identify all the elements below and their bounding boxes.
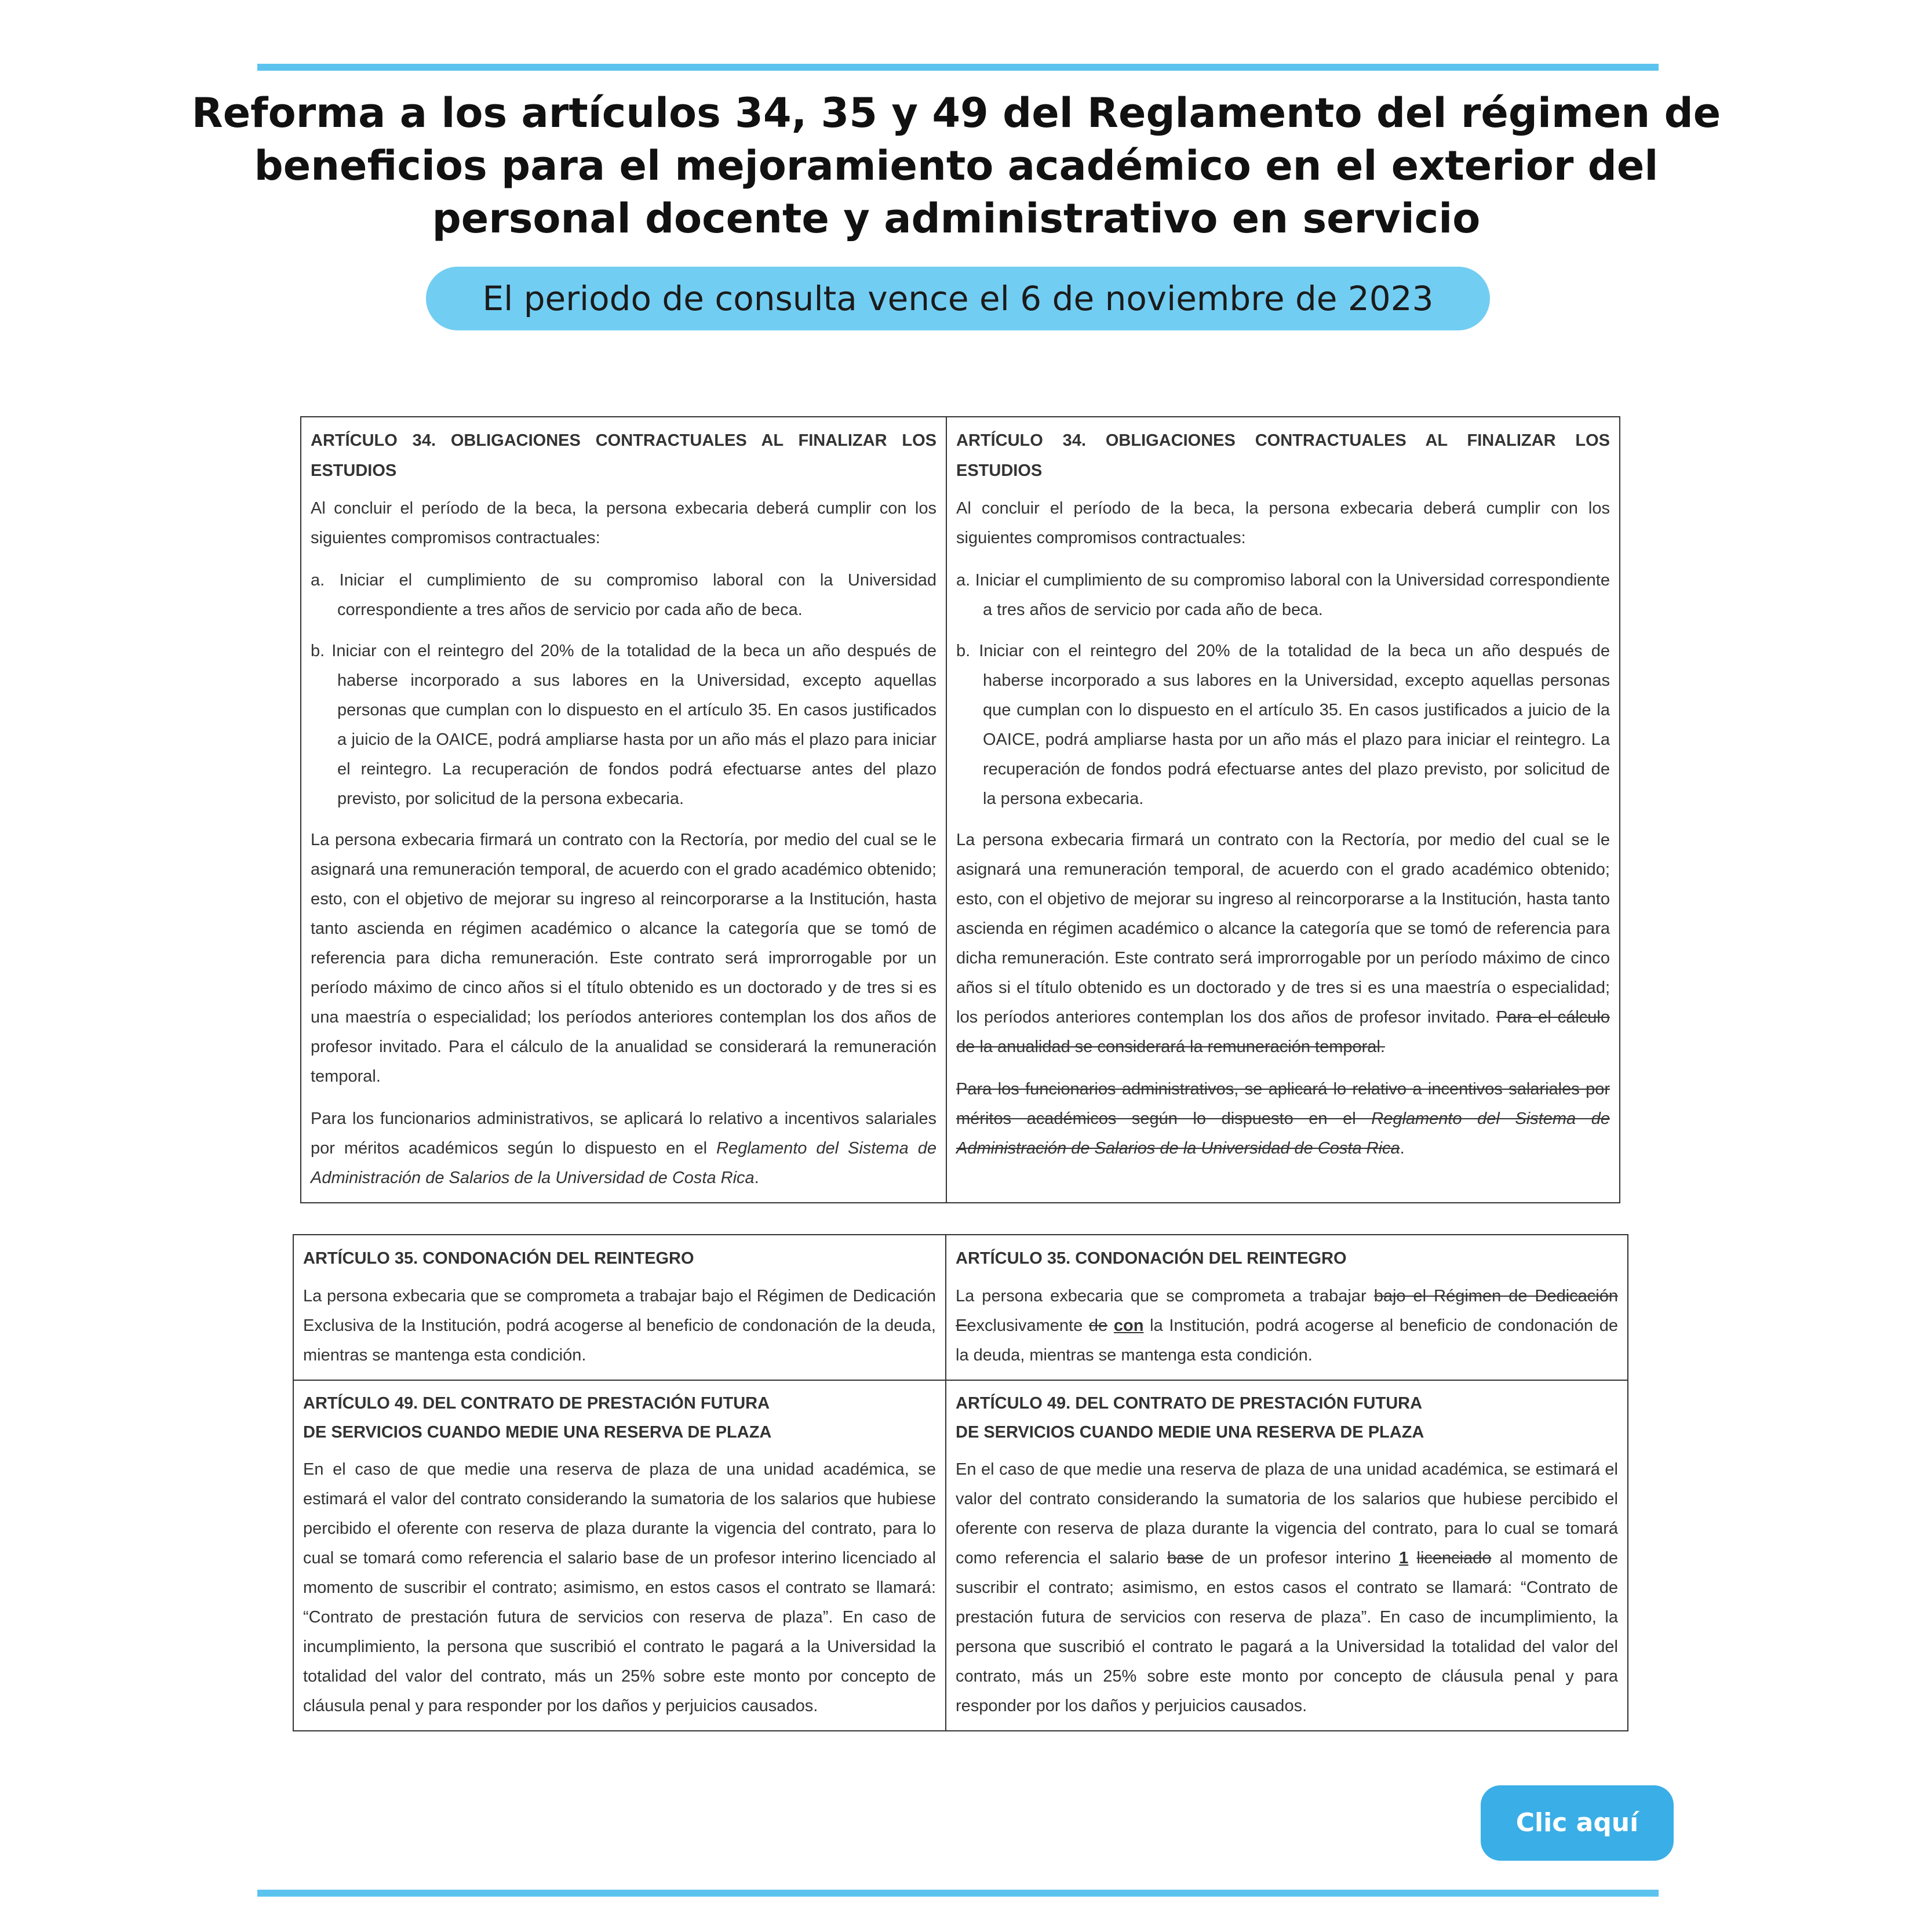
article-34-proposed-intro: Al concluir el período de la beca, la persona exbecaria deberá cumplir con los siguientes compromisos contractuales: [956,499,1610,547]
top-accent-rule [257,64,1659,71]
article-49-proposed-heading: ARTÍCULO 49. DEL CONTRATO DE PRESTACIÓN FUTURA DE SERVICIOS CUANDO MEDIE UNA RESERVA DE PLAZA [956,1394,1424,1442]
article-34-proposed-paragraph-3: Para los funcionarios administrativos, se aplicará lo relativo a incentivos salariales por méritos académicos según lo dispuesto en el Reglamento del Sistema de Administración de Salarios de la Universidad de Costa Rica. [956,1080,1610,1158]
article-34-comparison-table [300,416,1620,1203]
article-49-current-heading: ARTÍCULO 49. DEL CONTRATO DE PRESTACIÓN FUTURA DE SERVICIOS CUANDO MEDIE UNA RESERVA DE PLAZA [303,1394,772,1442]
article-34-proposed-heading: ARTÍCULO 34. OBLIGACIONES CONTRACTUALES AL FINALIZAR LOS ESTUDIOS [956,431,1610,480]
deleted-text: Para los funcionarios administrativos, se aplicará lo relativo a incentivos salariales por méritos académicos según lo dispuesto en el Reglamento del Sistema de Administración de Salarios de la Universidad de Costa Rica [956,1080,1610,1158]
deleted-text: Para el cálculo de la anualidad se considerará la remuneración temporal. [956,1008,1610,1056]
article-35-proposed-body: La persona exbecaria que se comprometa a trabajar bajo el Régimen de Dedicación Eexclusivamente de con la Institución, podrá acogerse al beneficio de condonación de la deuda, mientras se mantenga esta condición. [956,1287,1619,1365]
article-35-current-cell [293,1235,946,1380]
page-title: Reforma a los artículos 34, 35 y 49 del Reglamento del régimen de beneficios para el mejoramiento académico en el exterior del personal docente y administrativo en servicio [191,89,1721,242]
articles-35-49-comparison-table [293,1234,1628,1731]
article-35-proposed-heading: ARTÍCULO 35. CONDONACIÓN DEL REINTEGRO [956,1249,1347,1268]
article-34-current-item-b: b. Iniciar con el reintegro del 20% de la totalidad de la beca un año después de haberse incorporado a sus labores en la Universidad, excepto aquellas personas que cumplan con lo dispuesto en el artículo 35. En casos justificados a juicio de la OAICE, podrá ampliarse hasta por un año más el plazo para iniciar el reintegro. La recuperación de fondos podrá efectuarse antes del plazo previsto, por solicitud de la persona exbecaria. [311,642,937,808]
article-35-proposed-cell [946,1235,1628,1380]
table-row [301,417,1620,1203]
deleted-text: licenciado [1416,1549,1492,1567]
deleted-text: base [1167,1549,1204,1567]
regulation-title: Reglamento del Sistema de Administración de Salarios de la Universidad de Costa Rica [311,1139,937,1187]
article-34-current-intro: Al concluir el período de la beca, la persona exbecaria deberá cumplir con los siguientes compromisos contractuales: [311,499,937,547]
table-row [293,1380,1628,1731]
article-35-current-body: La persona exbecaria que se comprometa a trabajar bajo el Régimen de Dedicación Exclusiva de la Institución, podrá acogerse al beneficio de condonación de la deuda, mientras se mantenga esta condición. [303,1287,936,1365]
inserted-text: 1 [1399,1549,1409,1567]
article-35-current-heading: ARTÍCULO 35. CONDONACIÓN DEL REINTEGRO [303,1249,694,1268]
article-34-proposed-item-b: b. Iniciar con el reintegro del 20% de la totalidad de la beca un año después de haberse incorporado a sus labores en la Universidad, excepto aquellas personas que cumplan con lo dispuesto en el artículo 35. En casos justificados a juicio de la OAICE, podrá ampliarse hasta por un año más el plazo para iniciar el reintegro. La recuperación de fondos podrá efectuarse antes del plazo previsto, por solicitud de la persona exbecaria. [956,642,1610,808]
deleted-text: bajo el Régimen de Dedicación E [956,1287,1618,1335]
article-49-proposed-body: En el caso de que medie una reserva de plaza de una unidad académica, se estimará el valor del contrato considerando la sumatoria de los salarios que hubiese percibido el oferente con reserva de plaza durante la vigencia del contrato, para lo cual se tomará como referencia el salario base de un profesor interino 1 licenciado al momento de suscribir el contrato; asimismo, en estos casos el contrato se llamará: “Contrato de prestación futura de servicios con reserva de plaza”. En caso de incumplimiento, la persona que suscribió el contrato le pagará a la Universidad la totalidad del valor del contrato, más un 25% sobre este monto por concepto de cláusula penal y para responder por los daños y perjuicios causados. [956,1460,1618,1715]
article-34-current-cell [301,417,946,1203]
deleted-text: de [1088,1316,1108,1335]
consultation-deadline-pill: El periodo de consulta vence el 6 de noviembre de 2023 [426,267,1490,330]
article-34-proposed-paragraph-2: La persona exbecaria firmará un contrato con la Rectoría, por medio del cual se le asignará una remuneración temporal, de acuerdo con el grado académico obtenido; esto, con el objetivo de mejorar su ingreso al reincorporarse a la Institución, hasta tanto ascienda en régimen académico o alcance la categoría que se tomó de referencia para dicha remuneración. Este contrato será improrrogable por un período máximo de cinco años si el título obtenido es un doctorado y de tres si es una maestría o especialidad; los períodos anteriores contemplan los dos años de profesor invitado. Para el cálculo de la anualidad se considerará la remuneración temporal. [956,831,1610,1056]
article-34-current-item-a: a. Iniciar el cumplimiento de su compromiso laboral con la Universidad correspondiente a tres años de servicio por cada año de beca. [311,571,937,619]
table-row [293,1235,1628,1380]
bottom-accent-rule [257,1890,1659,1897]
article-49-current-body: En el caso de que medie una reserva de plaza de una unidad académica, se estimará el valor del contrato considerando la sumatoria de los salarios que hubiese percibido el oferente con reserva de plaza durante la vigencia del contrato, para lo cual se tomará como referencia el salario base de un profesor interino licenciado al momento de suscribir el contrato; asimismo, en estos casos el contrato se llamará: “Contrato de prestación futura de servicios con reserva de plaza”. En caso de incumplimiento, la persona que suscribió el contrato le pagará a la Universidad la totalidad del valor del contrato, más un 25% sobre este monto por concepto de cláusula penal y para responder por los daños y perjuicios causados. [303,1460,936,1715]
inserted-text: con [1113,1316,1144,1335]
article-34-current-paragraph-2: La persona exbecaria firmará un contrato con la Rectoría, por medio del cual se le asignará una remuneración temporal, de acuerdo con el grado académico obtenido; esto, con el objetivo de mejorar su ingreso al reincorporarse a la Institución, hasta tanto ascienda en régimen académico o alcance la categoría que se tomó de referencia para dicha remuneración. Este contrato será improrrogable por un período máximo de cinco años si el título obtenido es un doctorado y de tres si es una maestría o especialidad; los períodos anteriores contemplan los dos años de profesor invitado. Para el cálculo de la anualidad se considerará la remuneración temporal. [311,831,937,1086]
article-34-proposed-cell [946,417,1620,1203]
click-here-button[interactable]: Clic aquí [1481,1785,1674,1861]
article-49-current-cell [293,1380,946,1731]
article-34-current-heading: ARTÍCULO 34. OBLIGACIONES CONTRACTUALES AL FINALIZAR LOS ESTUDIOS [311,431,937,480]
article-34-proposed-item-a: a. Iniciar el cumplimiento de su compromiso laboral con la Universidad correspondiente a tres años de servicio por cada año de beca. [956,571,1610,619]
article-34-current-paragraph-3: Para los funcionarios administrativos, se aplicará lo relativo a incentivos salariales por méritos académicos según lo dispuesto en el Reglamento del Sistema de Administración de Salarios de la Universidad de Costa Rica. [311,1109,937,1187]
article-49-proposed-cell [946,1380,1628,1731]
